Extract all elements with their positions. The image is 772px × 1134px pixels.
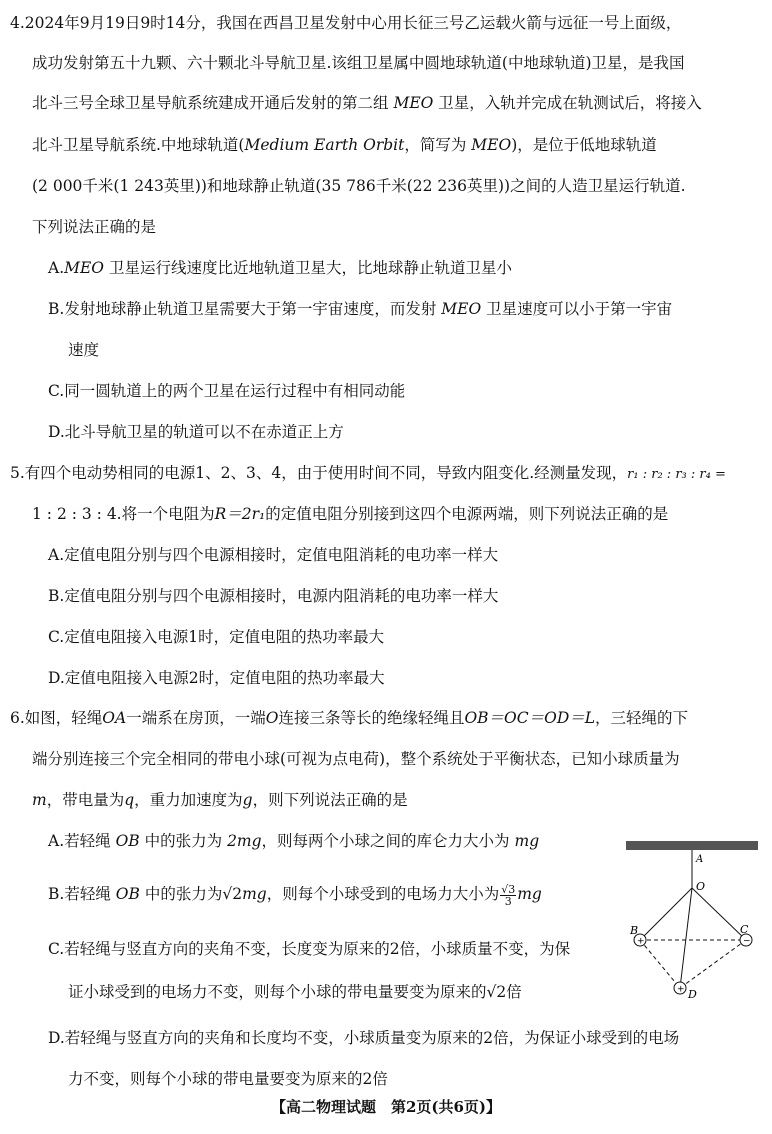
q5-line-2: 1 : 2 : 3 : 4.将一个电阻为R＝2r₁的定值电阻分别接到这四个电源两端，则下列说法正确的是 [32,505,669,523]
q4-option-b-cont: 速度 [68,341,100,359]
q5-option-d: D.定值电阻接入电源2时，定值电阻的热功率最大 [48,669,385,687]
rope-od [680,888,692,988]
label-a: A [696,854,704,865]
q4-option-a: A.MEO 卫星运行线速度比近地轨道卫星大，比地球静止轨道卫星小 [48,259,512,277]
label-d: D [688,988,697,1001]
page-footer: 【高二物理试题 第2页(共6页)】 [270,1098,502,1116]
q6-option-d-line1: D.若轻绳与竖直方向的夹角和长度均不变，小球质量变为原来的2倍，为保证小球受到的电场 [48,1029,680,1047]
charge-sign-b: + [637,936,645,947]
pendulum-figure [620,836,762,1006]
rope-ob [640,888,692,940]
label-o: O [696,880,706,893]
q4-line-2: 成功发射第五十九颗、六十颗北斗导航卫星.该组卫星属中圆地球轨道(中地球轨道)卫星，是我国 [32,54,685,72]
q4-option-c: C.同一圆轨道上的两个卫星在运行过程中有相同动能 [48,382,406,400]
rope-oc [692,888,746,940]
charge-sign-d: + [677,984,685,995]
q6-option-a: A.若轻绳 OB 中的张力为 2mg，则每两个小球之间的库仑力大小为 mg [48,832,540,850]
label-b: B [630,924,639,937]
q4-line-6: 下列说法正确的是 [32,218,157,236]
q6-line-2: 端分别连接三个完全相同的带电小球(可视为点电荷)，整个系统处于平衡状态，已知小球质量为 [32,750,680,768]
q4-option-b: B.发射地球静止轨道卫星需要大于第一宇宙速度，而发射 MEO 卫星速度可以小于第一宇宙 [48,300,673,318]
ceiling-bar [626,841,758,850]
q6-line-3: m，带电量为q，重力加速度为g，则下列说法正确的是 [32,791,408,809]
q4-line-4: 北斗卫星导航系统.中地球轨道(Medium Earth Orbit，简写为 MEO)，是位于低地球轨道 [32,136,657,154]
q4-line-5: (2 000千米(1 243英里))和地球静止轨道(35 786千米(22 236英里))之间的人造卫星运行轨道. [32,177,686,195]
q4-option-d: D.北斗导航卫星的轨道可以不在赤道正上方 [48,423,344,441]
q6-option-c-line1: C.若轻绳与竖直方向的夹角不变，长度变为原来的2倍，小球质量不变，为保 [48,940,571,958]
dashed-bd [640,940,680,988]
q6-option-c-line2: 证小球受到的电场力不变，则每个小球的带电量要变为原来的√2倍 [68,983,522,1001]
q5-option-a: A.定值电阻分别与四个电源相接时，定值电阻消耗的电功率一样大 [48,546,499,564]
q5-line-1: 5.有四个电动势相同的电源1、2、3、4，由于使用时间不同，导致内阻变化.经测量发现，r₁ : r₂ : r₃ : r₄ = [10,464,726,482]
q6-option-d-line2: 力不变，则每个小球的带电量要变为原来的2倍 [68,1070,388,1088]
sqrt-two: √2 [222,885,243,903]
q4-line-1: 4.2024年9月19日9时14分，我国在西昌卫星发射中心用长征三号乙运载火箭与远征一号上面级， [10,14,682,32]
q4-line-3: 北斗三号全球卫星导航系统建成开通后发射的第二组 MEO 卫星，入轨并完成在轨测试后，将接入 [32,94,702,112]
charge-sign-c: − [743,936,751,947]
q5-option-c: C.定值电阻接入电源1时，定值电阻的热功率最大 [48,628,385,646]
q5-option-b: B.定值电阻分别与四个电源相接时，电源内阻消耗的电功率一样大 [48,587,499,605]
dashed-cd [680,940,746,988]
fraction-sqrt3-over-3: $\frac{√3}{3}$ [501,882,516,908]
q6-line-1: 6.如图，轻绳OA一端系在房顶，一端O连接三条等长的绝缘轻绳且OB＝OC＝OD＝L，三轻绳的下 [10,709,689,727]
q6-option-b: B.若轻绳 OB 中的张力为√2mg，则每个小球受到的电场力大小为 $\frac{√3}{3}$ mg [48,882,542,908]
label-c: C [740,923,749,936]
